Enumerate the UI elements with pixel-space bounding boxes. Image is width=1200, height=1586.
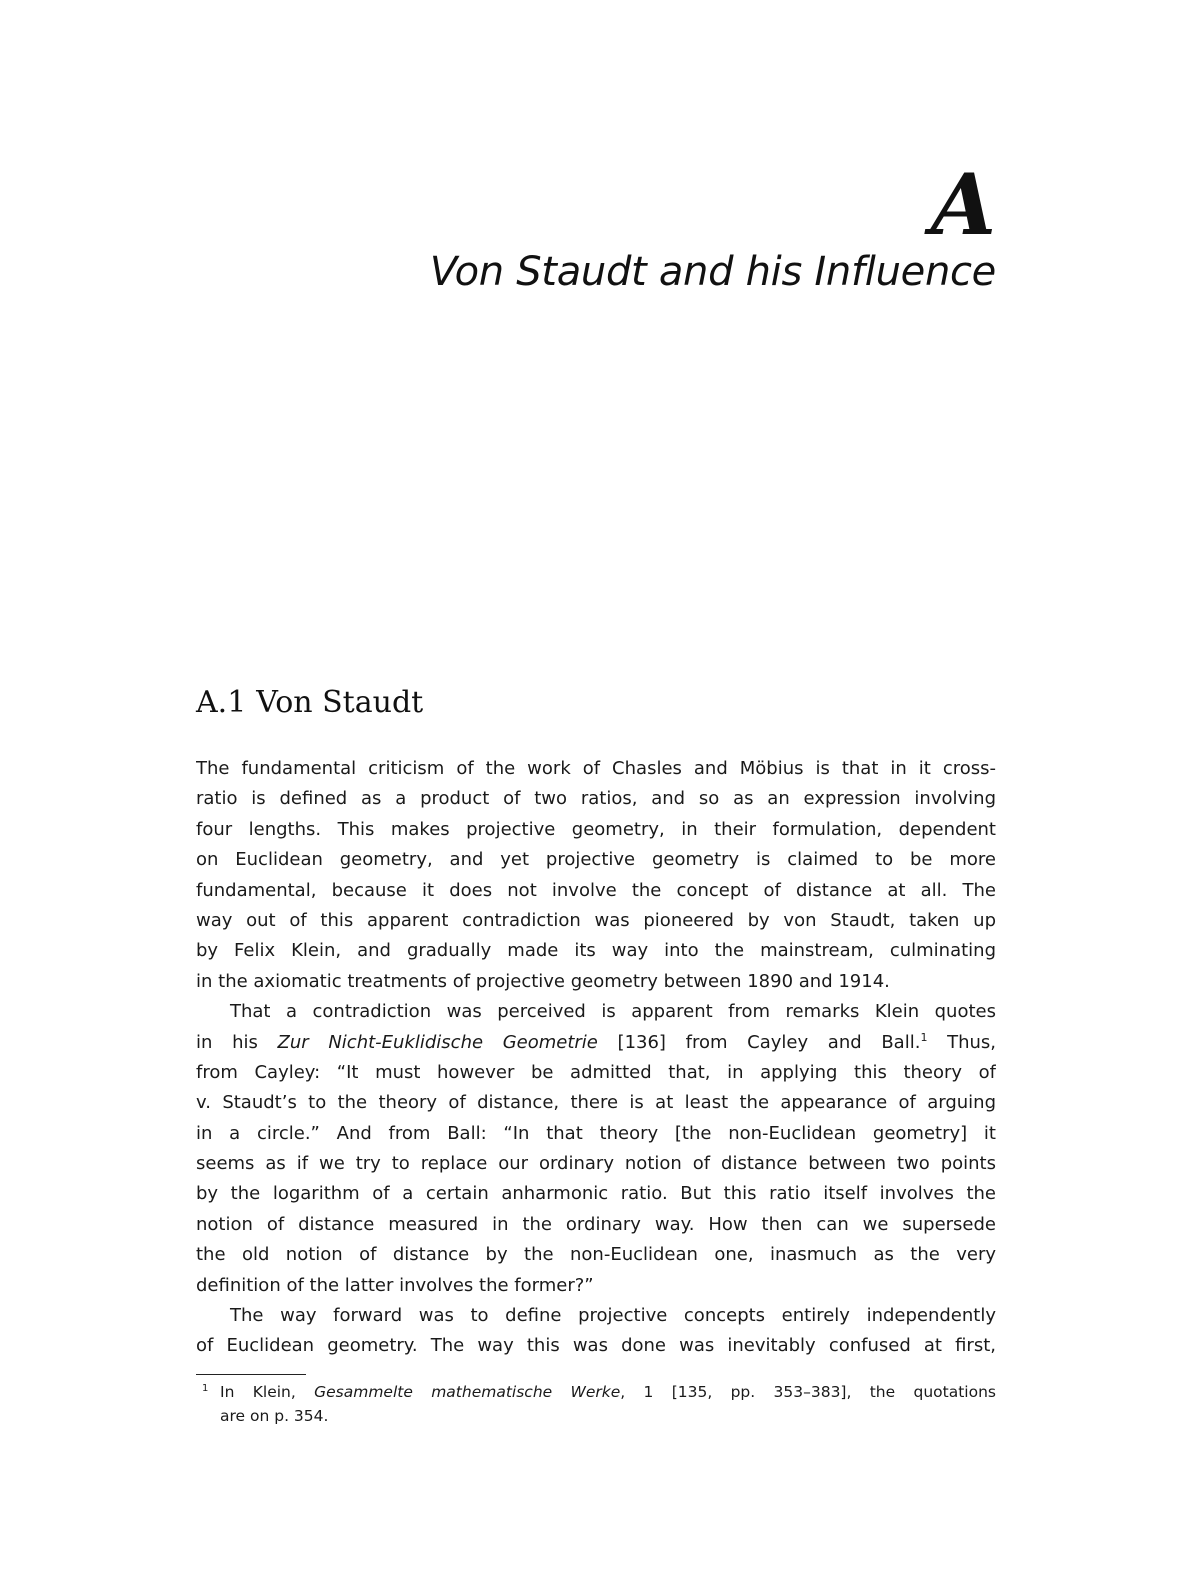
text-line: in the axiomatic treatments of projective geometry between 1890 and 1914. bbox=[196, 970, 890, 992]
cited-title: Gesammelte mathematische Werke bbox=[314, 1383, 621, 1401]
text-line: notion of distance measured in the ordinary way. How then can we supersede bbox=[196, 1213, 996, 1235]
text-line: of Euclidean geometry. The way this was done was inevitably confused at first, bbox=[196, 1335, 996, 1357]
text-line: The way forward was to define projective concepts entirely independently bbox=[230, 1305, 996, 1327]
text-segment: , 1 [135, pp. 353–383], the quotations bbox=[620, 1383, 996, 1401]
text-line: ratio is defined as a product of two ratios, and so as an expression involving bbox=[196, 788, 996, 810]
text-line: by Felix Klein, and gradually made its way into the mainstream, culminating bbox=[196, 940, 996, 962]
footnote-line bbox=[196, 1380, 996, 1404]
chapter-letter: A bbox=[930, 155, 996, 254]
footnote-reference[interactable]: 1 bbox=[920, 1030, 928, 1044]
text-line: from Cayley: “It must however be admitted that, in applying this theory of bbox=[196, 1061, 996, 1083]
text-line: The fundamental criticism of the work of Chasles and Möbius is that in it cross- bbox=[196, 758, 996, 779]
text-line: v. Staudt’s to the theory of distance, there is at least the appearance of arguing bbox=[196, 1092, 996, 1114]
text-line: way out of this apparent contradiction was pioneered by von Staudt, taken up bbox=[196, 909, 996, 931]
chapter-title: Von Staudt and his Influence bbox=[429, 249, 996, 295]
text-segment: In Klein, bbox=[220, 1383, 315, 1401]
paragraph-1 bbox=[196, 754, 996, 997]
text-line: by the logarithm of a certain anharmonic ratio. But this ratio itself involves the bbox=[196, 1183, 996, 1205]
section-number: A.1 bbox=[196, 685, 247, 720]
section-title: Von Staudt bbox=[256, 685, 424, 720]
body-text bbox=[196, 754, 996, 1362]
text-line: the old notion of distance by the non-Euclidean one, inasmuch as the very bbox=[196, 1244, 996, 1266]
text-line: in a circle.” And from Ball: “In that theory [the non-Euclidean geometry] it bbox=[196, 1122, 996, 1144]
footnote-rule bbox=[196, 1374, 306, 1375]
footnote-mark: 1 bbox=[202, 1383, 209, 1394]
text-segment: in his bbox=[196, 1031, 278, 1053]
text-line: four lengths. This makes projective geometry, in their formulation, dependent bbox=[196, 818, 996, 840]
text-line: fundamental, because it does not involve the concept of distance at all. The bbox=[196, 879, 996, 901]
text-line: seems as if we try to replace our ordinary notion of distance between two points bbox=[196, 1153, 996, 1175]
text-line: definition of the latter involves the former?” bbox=[196, 1274, 594, 1296]
text-segment: Thus, bbox=[927, 1031, 996, 1053]
paragraph-3 bbox=[196, 1301, 996, 1362]
section-heading bbox=[196, 686, 423, 719]
footnote bbox=[196, 1380, 996, 1428]
footnote-line: are on p. 354. bbox=[220, 1407, 329, 1425]
cited-title: Zur Nicht-Euklidische Geometrie bbox=[277, 1031, 598, 1053]
text-line: That a contradiction was perceived is apparent from remarks Klein quotes bbox=[230, 1001, 996, 1023]
text-line: on Euclidean geometry, and yet projective geometry is claimed to be more bbox=[196, 849, 996, 871]
text-segment: [136] from Cayley and Ball. bbox=[597, 1031, 921, 1053]
text-line-with-citation bbox=[196, 1028, 996, 1058]
paragraph-2 bbox=[196, 997, 996, 1301]
